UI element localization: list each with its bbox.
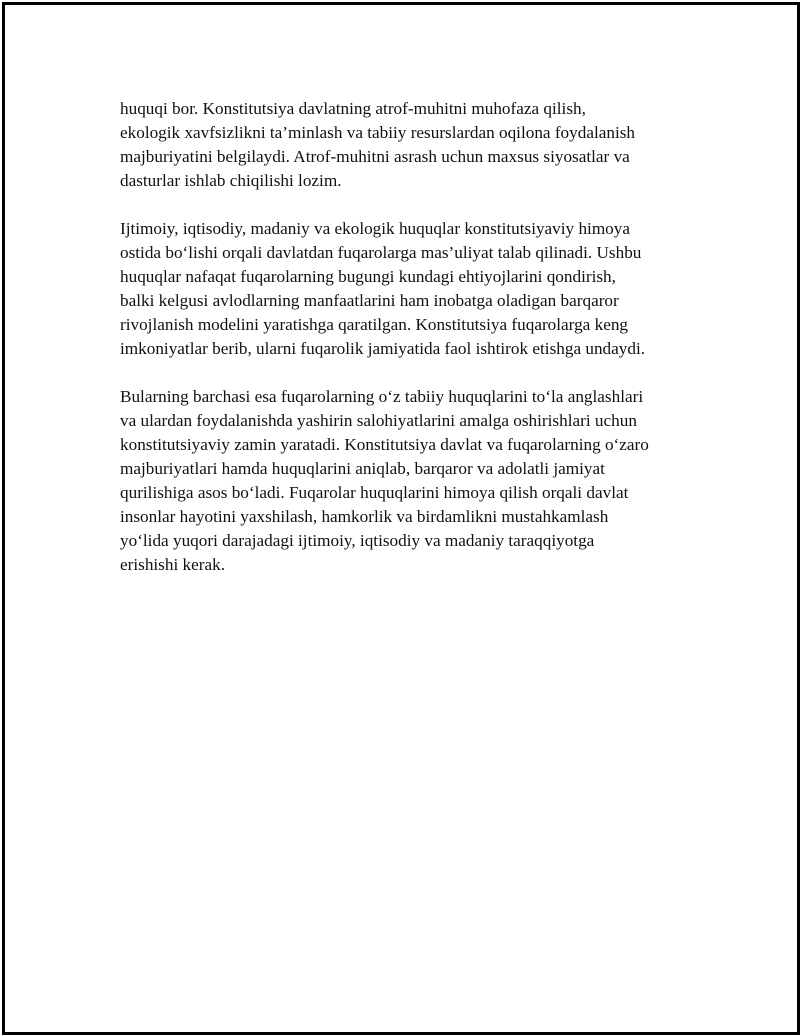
text-line: Bularning barchasi esa fuqarolarning o‘z tabiiy huquqlarini to‘la anglashlari xyxy=(120,387,644,406)
text-line: rivojlanish modelini yaratishga qaratilgan. Konstitutsiya fuqarolarga keng xyxy=(120,315,629,334)
paragraph-1 xyxy=(120,97,710,193)
text-line: huquqlar nafaqat fuqarolarning bugungi kundagi ehtiyojlarini qondirish, xyxy=(120,267,616,286)
text-line: insonlar hayotini yaxshilash, hamkorlik va birdamlikni mustahkamlash xyxy=(120,507,609,526)
text-line: konstitutsiyaviy zamin yaratadi. Konstitutsiya davlat va fuqarolarning o‘zaro xyxy=(120,435,649,454)
text-line: erishishi kerak. xyxy=(120,555,226,574)
text-line: va ulardan foydalanishda yashirin salohiyatlarini amalga oshirishlari uchun xyxy=(120,411,637,430)
text-line: balki kelgusi avlodlarning manfaatlarini ham inobatga oladigan barqaror xyxy=(120,291,619,310)
document-body xyxy=(120,97,710,601)
text-line: huquqi bor. Konstitutsiya davlatning atrof-muhitni muhofaza qilish, xyxy=(120,99,586,118)
text-line: majburiyatlari hamda huquqlarini aniqlab, barqaror va adolatli jamiyat xyxy=(120,459,605,478)
paragraph-2 xyxy=(120,217,710,361)
text-line: ostida bo‘lishi orqali davlatdan fuqarolarga mas’uliyat talab qilinadi. Ushbu xyxy=(120,243,642,262)
text-line: dasturlar ishlab chiqilishi lozim. xyxy=(120,171,342,190)
text-line: ekologik xavfsizlikni ta’minlash va tabiiy resurslardan oqilona foydalanish xyxy=(120,123,636,142)
paragraph-3 xyxy=(120,385,710,577)
text-line: majburiyatini belgilaydi. Atrof-muhitni asrash uchun maxsus siyosatlar va xyxy=(120,147,630,166)
page-frame xyxy=(2,2,800,1035)
text-line: Ijtimoiy, iqtisodiy, madaniy va ekologik huquqlar konstitutsiyaviy himoya xyxy=(120,219,631,238)
text-line: qurilishiga asos bo‘ladi. Fuqarolar huquqlarini himoya qilish orqali davlat xyxy=(120,483,629,502)
text-line: imkoniyatlar berib, ularni fuqarolik jamiyatida faol ishtirok etishga undaydi. xyxy=(120,339,646,358)
text-line: yo‘lida yuqori darajadagi ijtimoiy, iqtisodiy va madaniy taraqqiyotga xyxy=(120,531,595,550)
